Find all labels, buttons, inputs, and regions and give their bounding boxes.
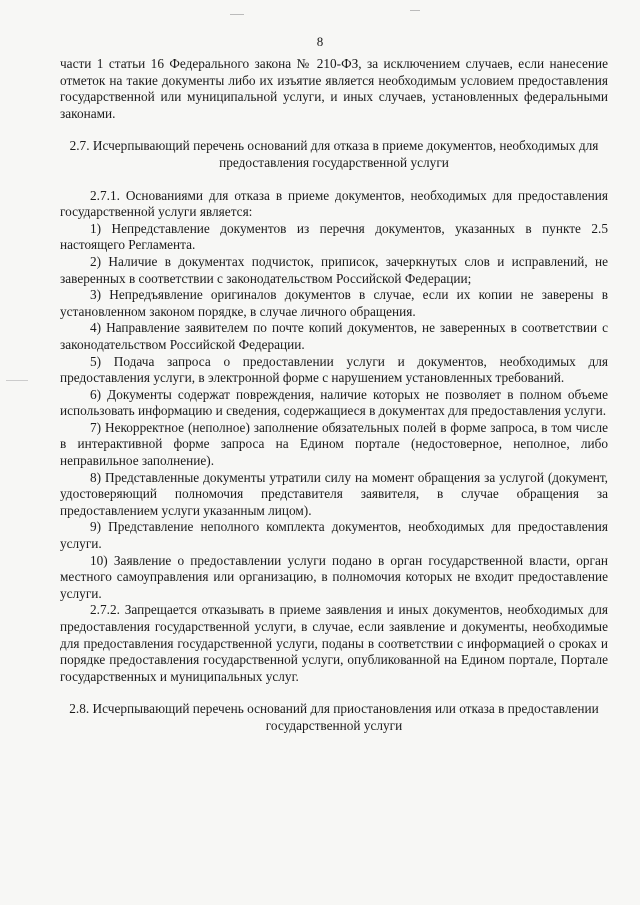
list-item-6: 6) Документы содержат повреждения, наличие которых не позволяет в полном объеме использовать информацию и сведения, содержащиеся в документах для предоставления услуги.: [60, 386, 608, 419]
section-2-8-heading: 2.8. Исчерпывающий перечень оснований для приостановления или отказа в предоставлении государственной услуги: [69, 701, 599, 733]
scan-artifact: [6, 380, 28, 381]
list-item-7: 7) Некорректное (неполное) заполнение обязательных полей в форме запроса, в том числе в интерактивной форме запроса на Едином портале (недостоверное, неполное, либо неправильное заполнение).: [60, 419, 608, 469]
section-2-7-2-paragraph: 2.7.2. Запрещается отказывать в приеме заявления и иных документов, необходимых для предоставления государственной услуги, в случае, если заявление и документы, необходимые для предоставления государственной услуги, поданы в соответствии с информацией о сроках и порядке предоставления государственной услуги, опубликованной на Едином портале, Портале государственных и муниципальных услуг.: [60, 602, 608, 684]
list-item-3: 3) Непредъявление оригиналов документов в случае, если их копии не заверены в установленном законом порядке, в случае личного обращения.: [60, 287, 608, 319]
list-item-8: 8) Представленные документы утратили силу на момент обращения за услугой (документ, удостоверяющий полномочия представителя заявителя, в случае обращения за предоставлением услуги указанным лицом).: [60, 469, 608, 518]
document-body: [60, 56, 608, 735]
page-number: 8: [316, 34, 324, 49]
list-item-1: 1) Непредставление документов из перечня документов, указанных в пункте 2.5 настоящего Регламента.: [60, 220, 608, 253]
list-item-5: 5) Подача запроса о предоставлении услуги и документов, необходимых для предоставления услуги, в электронной форме с нарушением установленных требований.: [60, 353, 608, 386]
list-item-9: 9) Представление неполного комплекта документов, необходимых для предоставления услуги.: [60, 519, 608, 552]
list-item-10: 10) Заявление о предоставлении услуги подано в орган государственной власти, орган местного самоуправления или организацию, в полномочия которых не входит предоставление услуги.: [60, 552, 608, 601]
intro-paragraph: части 1 статьи 16 Федерального закона № 210-ФЗ, за исключением случаев, если нанесение отметок на такие документы либо их изъятие является необходимым условием предоставления государственной или муниципальной услуги, и иных случаев, установленных федеральными законами.: [60, 56, 608, 121]
section-2-7-heading: 2.7. Исчерпывающий перечень оснований для отказа в приеме документов, необходимых для предоставления государственной услуги: [69, 138, 599, 170]
scan-artifact: [410, 10, 420, 11]
list-item-4: 4) Направление заявителем по почте копий документов, не заверенных в соответствии с законодательством Российской Федерации.: [60, 320, 608, 352]
scan-artifact: [230, 14, 244, 15]
list-item-2: 2) Наличие в документах подчисток, приписок, зачеркнутых слов и исправлений, не заверенных в соответствии с законодательством Российской Федерации;: [60, 253, 608, 286]
section-2-7-1-paragraph: 2.7.1. Основаниями для отказа в приеме документов, необходимых для предоставления государственной услуги является:: [60, 187, 608, 220]
